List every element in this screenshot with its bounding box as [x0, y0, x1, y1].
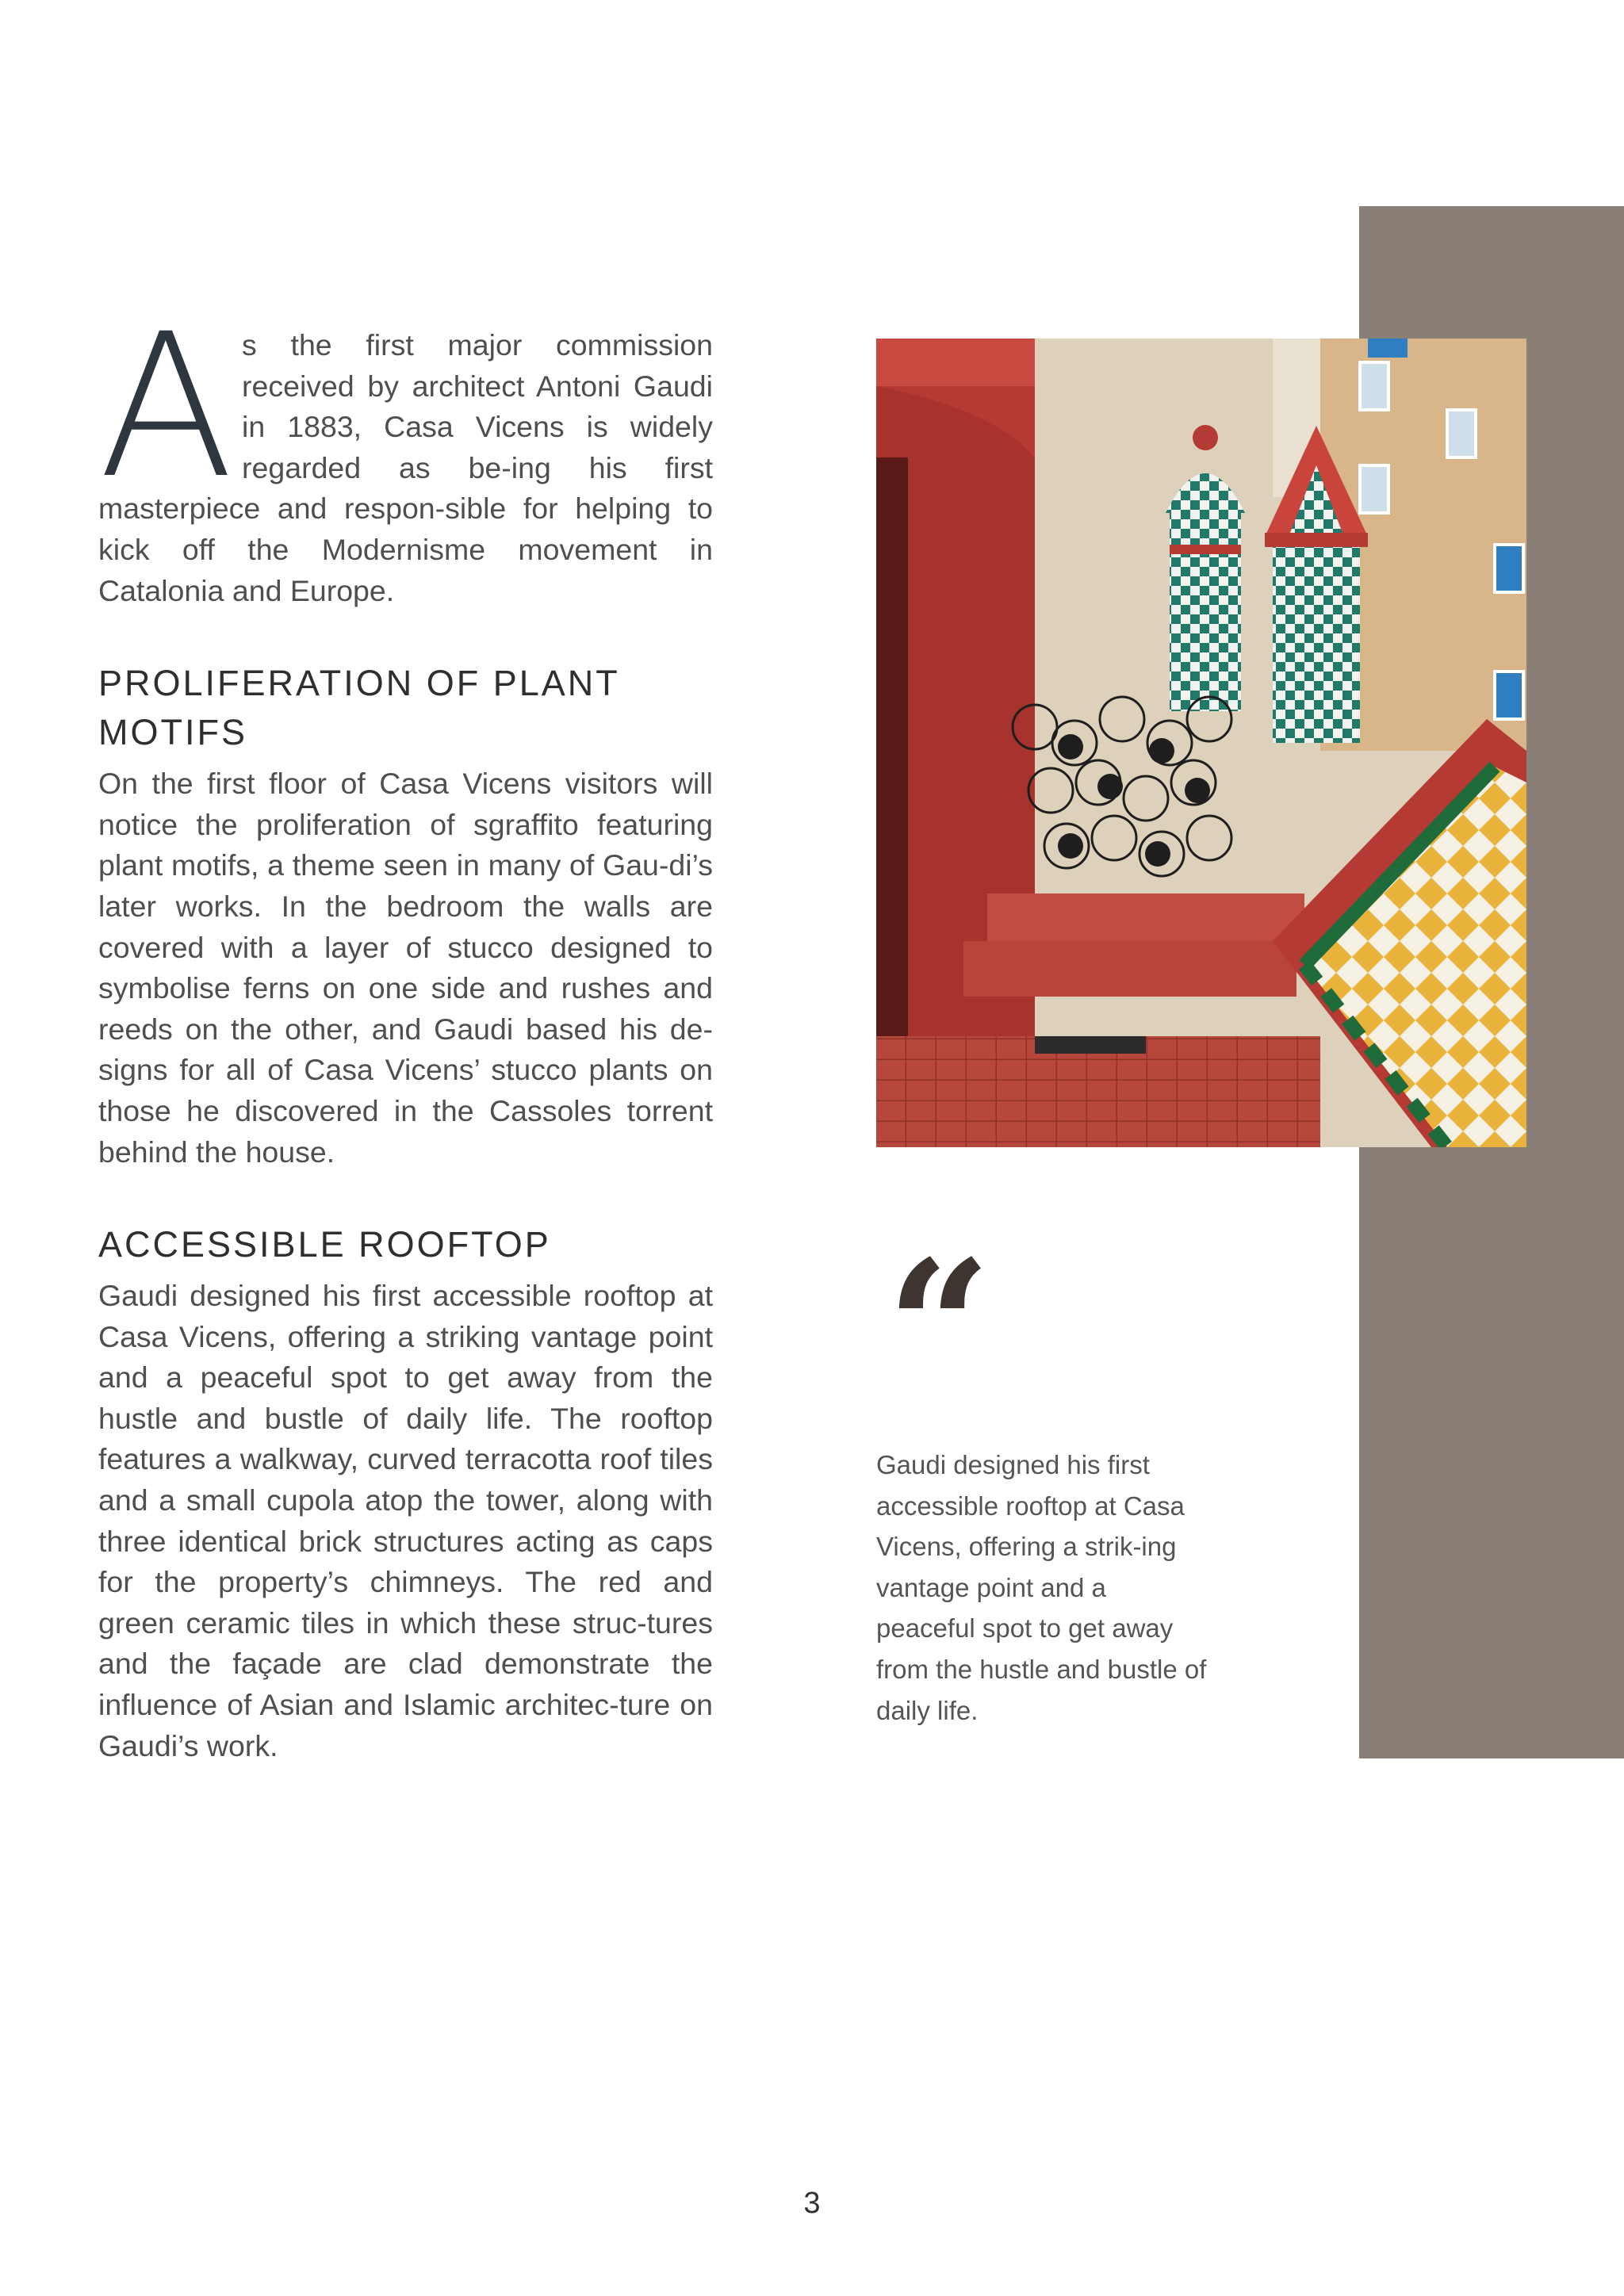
pull-quote-text: Gaudi designed his first accessible rooftop at Casa Vicens, offering a strik-ing vantage point and a peaceful spot to get away from the hustle and bustle of daily life. [876, 1450, 1207, 1725]
section-title-plant-motifs: PROLIFERATION OF PLANT MOTIFS [98, 663, 619, 753]
intro-text: s the first major commission received by architect Antoni Gaudi in 1883, Casa Vicens is widely regarded as be-ing his first masterpiece and respon-sible for helping to kick off the Modernisme movement in Catalonia and Europe. [98, 328, 713, 607]
section-title-rooftop: ACCESSIBLE ROOFTOP [98, 1224, 551, 1265]
quote-mark: “ [887, 1221, 992, 1435]
article-column [98, 291, 713, 1766]
drop-cap: A [98, 291, 235, 522]
page-number: 3 [803, 2187, 821, 2220]
intro-paragraph [98, 291, 713, 611]
casa-vicens-rooftop-photo [876, 339, 1526, 1147]
section-body-rooftop: Gaudi designed his first accessible rooftop at Casa Vicens, offering a striking vantage point and a peaceful spot to get away from the hustle and bustle of daily life. The rooftop features a walkway, curved terracotta roof tiles and a small cupola atop the tower, along with three identical brick structures acting as caps for the property’s chimneys. The red and green ceramic tiles in which these struc-tures and the façade are clad demonstrate the influence of Asian and Islamic architec-ture on Gaudi’s work. [98, 1279, 713, 1762]
section-body-plant-motifs: On the first floor of Casa Vicens visitors will notice the proliferation of sgraffito featuring plant motifs, a theme seen in many of Gau-di’s later works. In the bedroom the walls are covered with a layer of stucco designed to symbolise ferns on one side and rushes and reeds on the other, and Gaudi based his de-signs for all of Casa Vicens’ stucco plants on those he discovered in the Cassoles torrent behind the house. [98, 767, 713, 1169]
